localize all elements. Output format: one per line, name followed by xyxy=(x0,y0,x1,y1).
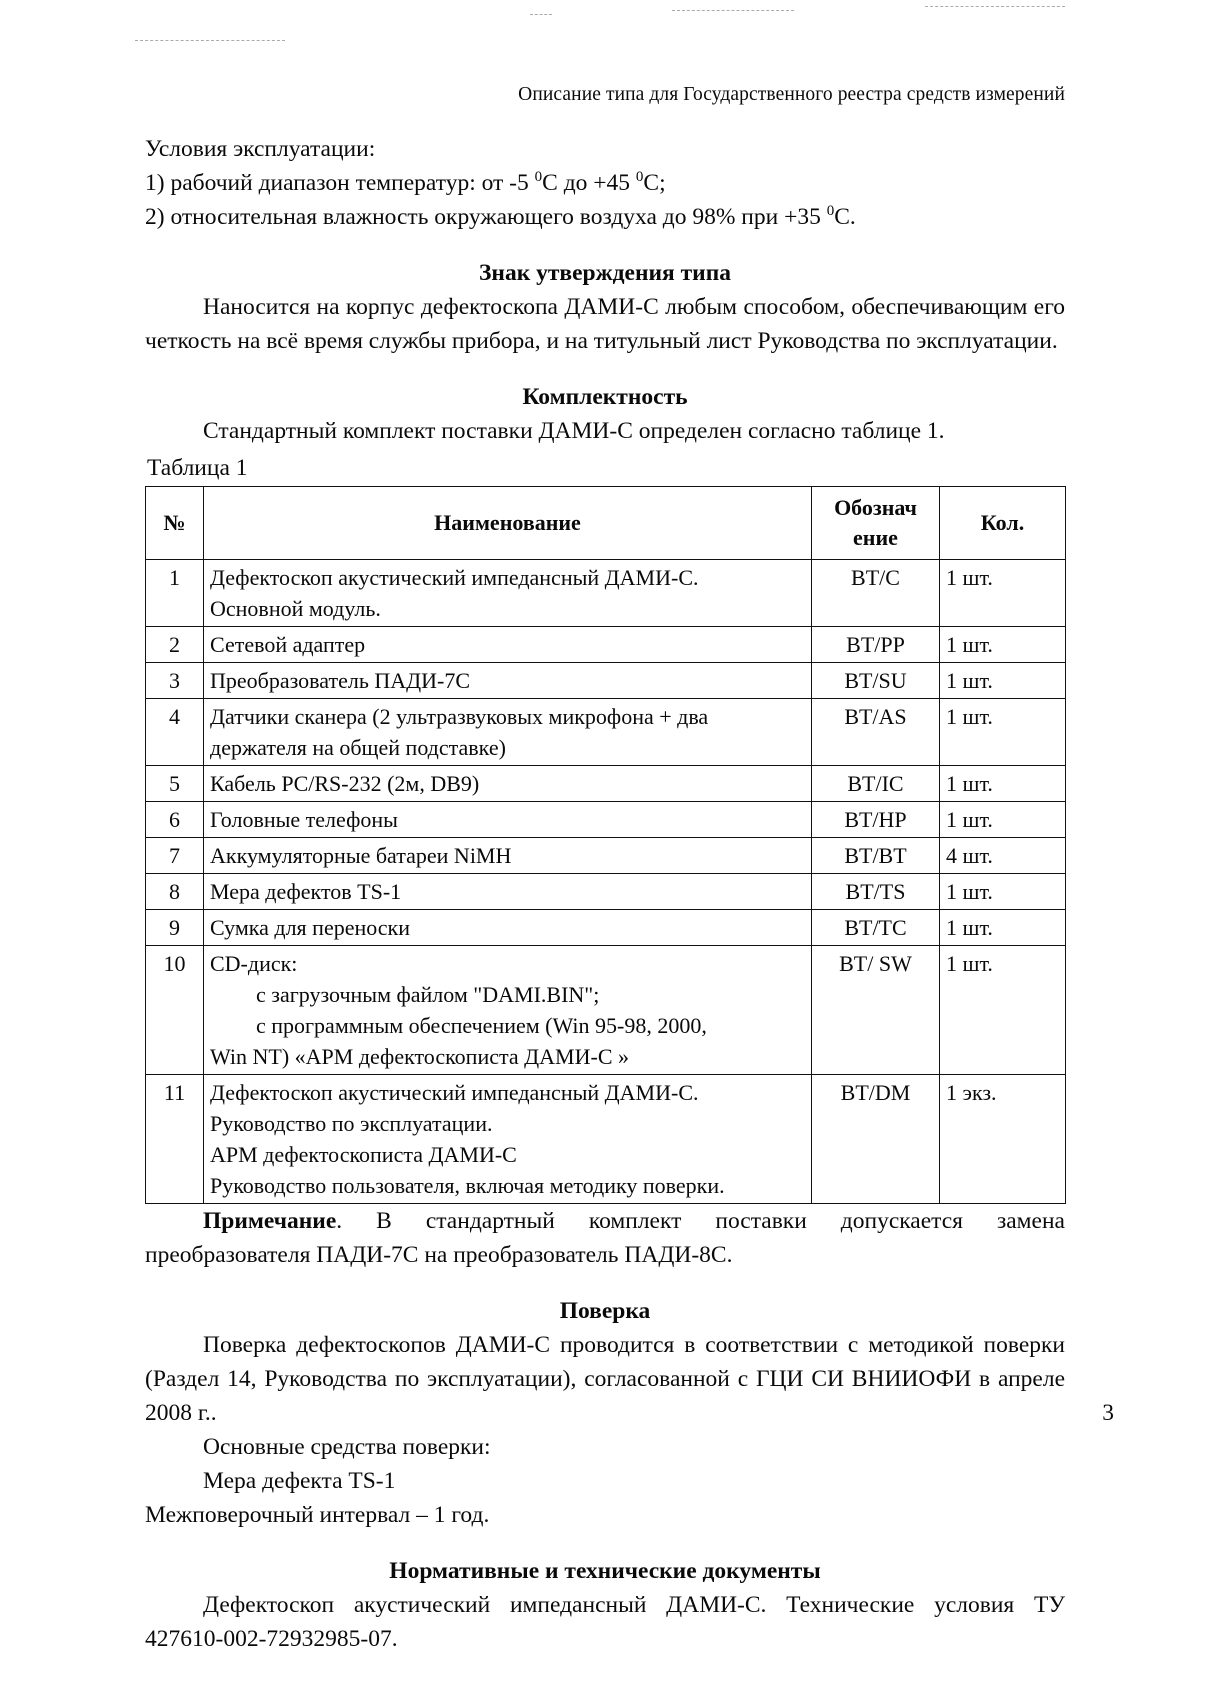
cell-name: Сетевой адаптер xyxy=(204,627,812,663)
cell-name xyxy=(204,946,812,1075)
table-row xyxy=(146,802,1066,838)
cell-number: 4 xyxy=(146,699,204,766)
cell-quantity: 1 шт. xyxy=(940,910,1066,946)
cell-name-line: с программным обеспечением (Win 95-98, 2000, xyxy=(256,1013,707,1038)
cell-name: Сумка для переноски xyxy=(204,910,812,946)
cell-quantity: 1 шт. xyxy=(940,946,1066,1075)
cell-name-line: Руководство пользователя, включая методику поверки. xyxy=(210,1173,725,1198)
condition-1-text-c: С; xyxy=(643,170,666,196)
cell-name xyxy=(204,699,812,766)
table-note xyxy=(145,1204,1065,1272)
completeness-table xyxy=(145,486,1066,1204)
cell-quantity: 1 шт. xyxy=(940,699,1066,766)
cell-number: 1 xyxy=(146,560,204,627)
cell-number: 9 xyxy=(146,910,204,946)
cell-name-line: с загрузочным файлом "DAMI.BIN"; xyxy=(256,982,600,1007)
cell-name-line: Дефектоскоп акустический импедансный ДАМИ-С. xyxy=(210,1080,699,1105)
cell-quantity: 1 шт. xyxy=(940,560,1066,627)
cell-designation: BT/TS xyxy=(812,874,940,910)
operating-conditions-item-1 xyxy=(145,166,1065,200)
completeness-heading: Комплектность xyxy=(522,384,688,410)
cell-quantity: 1 шт. xyxy=(940,802,1066,838)
table-row xyxy=(146,766,1066,802)
scan-artifact-line xyxy=(672,10,794,11)
approval-mark-paragraph: Наносится на корпус дефектоскопа ДАМИ-С любым способом, обеспечивающим его четкость на всё время службы прибора, и на титульный лист Руководства по эксплуатации. xyxy=(145,294,1065,354)
operating-conditions-item-2 xyxy=(145,200,1065,234)
cell-name xyxy=(204,1075,812,1204)
cell-name-line: Дефектоскоп акустический импедансный ДАМИ-С. xyxy=(210,565,699,590)
documents-heading: Нормативные и технические документы xyxy=(389,1558,821,1584)
table-row xyxy=(146,946,1066,1075)
cell-quantity: 1 шт. xyxy=(940,874,1066,910)
cell-quantity: 1 экз. xyxy=(940,1075,1066,1204)
cell-designation: BT/HP xyxy=(812,802,940,838)
scan-artifact-line xyxy=(530,14,552,15)
note-text: . В стандартный комплект поставки допускается замена преобразователя ПАДИ-7С на преобразователь ПАДИ-8С. xyxy=(145,1208,1065,1268)
cell-designation: BT/DM xyxy=(812,1075,940,1204)
documents-paragraph: Дефектоскоп акустический импедансный ДАМИ-С. Технические условия ТУ 427610-002-72932985-07. xyxy=(145,1592,1065,1652)
cell-designation: BT/IC xyxy=(812,766,940,802)
cell-name: Преобразователь ПАДИ-7С xyxy=(204,663,812,699)
cell-designation: BT/AS xyxy=(812,699,940,766)
cell-designation: BT/C xyxy=(812,560,940,627)
verification-means-item: Мера дефекта TS-1 xyxy=(203,1468,396,1494)
approval-mark-heading: Знак утверждения типа xyxy=(479,260,731,286)
header-designation-line1: Обознач xyxy=(834,495,917,520)
cell-number: 8 xyxy=(146,874,204,910)
table-row xyxy=(146,910,1066,946)
cell-name-line: Руководство по эксплуатации. xyxy=(210,1111,493,1136)
verification-interval: Межповерочный интервал – 1 год. xyxy=(145,1502,490,1528)
cell-name-line: Основной модуль. xyxy=(210,596,381,621)
condition-1-text-b: С до +45 xyxy=(542,170,636,196)
cell-name-line: АРМ дефектоскописта ДАМИ-С xyxy=(210,1142,517,1167)
cell-designation: BT/TC xyxy=(812,910,940,946)
cell-name-line: Win NT) «АРМ дефектоскописта ДАМИ-С » xyxy=(210,1044,629,1069)
table-header-row xyxy=(146,487,1066,560)
condition-1-text-a: 1) рабочий диапазон температур: от -5 xyxy=(145,170,535,196)
table-row xyxy=(146,1075,1066,1204)
completeness-paragraph: Стандартный комплект поставки ДАМИ-С определен согласно таблице 1. xyxy=(203,418,945,444)
cell-number: 10 xyxy=(146,946,204,1075)
cell-designation: BT/ SW xyxy=(812,946,940,1075)
table-row xyxy=(146,699,1066,766)
page-number: 3 xyxy=(1102,1400,1114,1426)
table-row xyxy=(146,560,1066,627)
table-row xyxy=(146,874,1066,910)
condition-2-text-b: С. xyxy=(834,204,856,230)
verification-heading: Поверка xyxy=(559,1298,651,1324)
note-label: Примечание xyxy=(203,1208,337,1234)
cell-number: 6 xyxy=(146,802,204,838)
cell-name xyxy=(204,560,812,627)
header-designation xyxy=(812,487,940,560)
scan-artifact-line xyxy=(925,6,1065,7)
table-row xyxy=(146,838,1066,874)
degree-symbol: 0 xyxy=(534,169,543,186)
cell-number: 5 xyxy=(146,766,204,802)
cell-name: Аккумуляторные батареи NiMH xyxy=(204,838,812,874)
cell-name-line: держателя на общей подставке) xyxy=(210,735,506,760)
cell-designation: BT/PP xyxy=(812,627,940,663)
cell-name: Мера дефектов TS-1 xyxy=(204,874,812,910)
header-designation-line2: ение xyxy=(853,525,898,550)
cell-quantity: 1 шт. xyxy=(940,766,1066,802)
scan-artifact-line xyxy=(135,40,285,41)
cell-number: 2 xyxy=(146,627,204,663)
page-content xyxy=(145,84,1065,1656)
verification-paragraph: Поверка дефектоскопов ДАМИ-С проводится в соответствии с методикой поверки (Раздел 14, Руководства по эксплуатации), согласованной с ГЦИ СИ ВНИИОФИ в апреле 2008 г.. xyxy=(145,1332,1065,1426)
cell-name: Головные телефоны xyxy=(204,802,812,838)
verification-means-title: Основные средства поверки: xyxy=(203,1434,491,1460)
operating-conditions-title: Условия эксплуатации: xyxy=(145,136,376,162)
cell-number: 7 xyxy=(146,838,204,874)
cell-name-line: CD-диск: xyxy=(210,951,298,976)
table-row xyxy=(146,663,1066,699)
header-name: Наименование xyxy=(204,487,812,560)
cell-quantity: 4 шт. xyxy=(940,838,1066,874)
table-row xyxy=(146,627,1066,663)
cell-number: 11 xyxy=(146,1075,204,1204)
header-number: № xyxy=(146,487,204,560)
cell-designation: BT/BT xyxy=(812,838,940,874)
degree-symbol: 0 xyxy=(826,203,835,220)
running-head: Описание типа для Государственного реестра средств измерений xyxy=(518,84,1065,105)
condition-2-text-a: 2) относительная влажность окружающего воздуха до 98% при +35 xyxy=(145,204,827,230)
degree-symbol: 0 xyxy=(635,169,644,186)
cell-name: Кабель PC/RS-232 (2м, DB9) xyxy=(204,766,812,802)
cell-quantity: 1 шт. xyxy=(940,663,1066,699)
cell-name-line: Датчики сканера (2 ультразвуковых микрофона + два xyxy=(210,704,709,729)
header-quantity: Кол. xyxy=(940,487,1066,560)
cell-quantity: 1 шт. xyxy=(940,627,1066,663)
table-caption: Таблица 1 xyxy=(147,455,248,481)
scan-artifacts xyxy=(0,0,1230,60)
cell-designation: BT/SU xyxy=(812,663,940,699)
cell-number: 3 xyxy=(146,663,204,699)
